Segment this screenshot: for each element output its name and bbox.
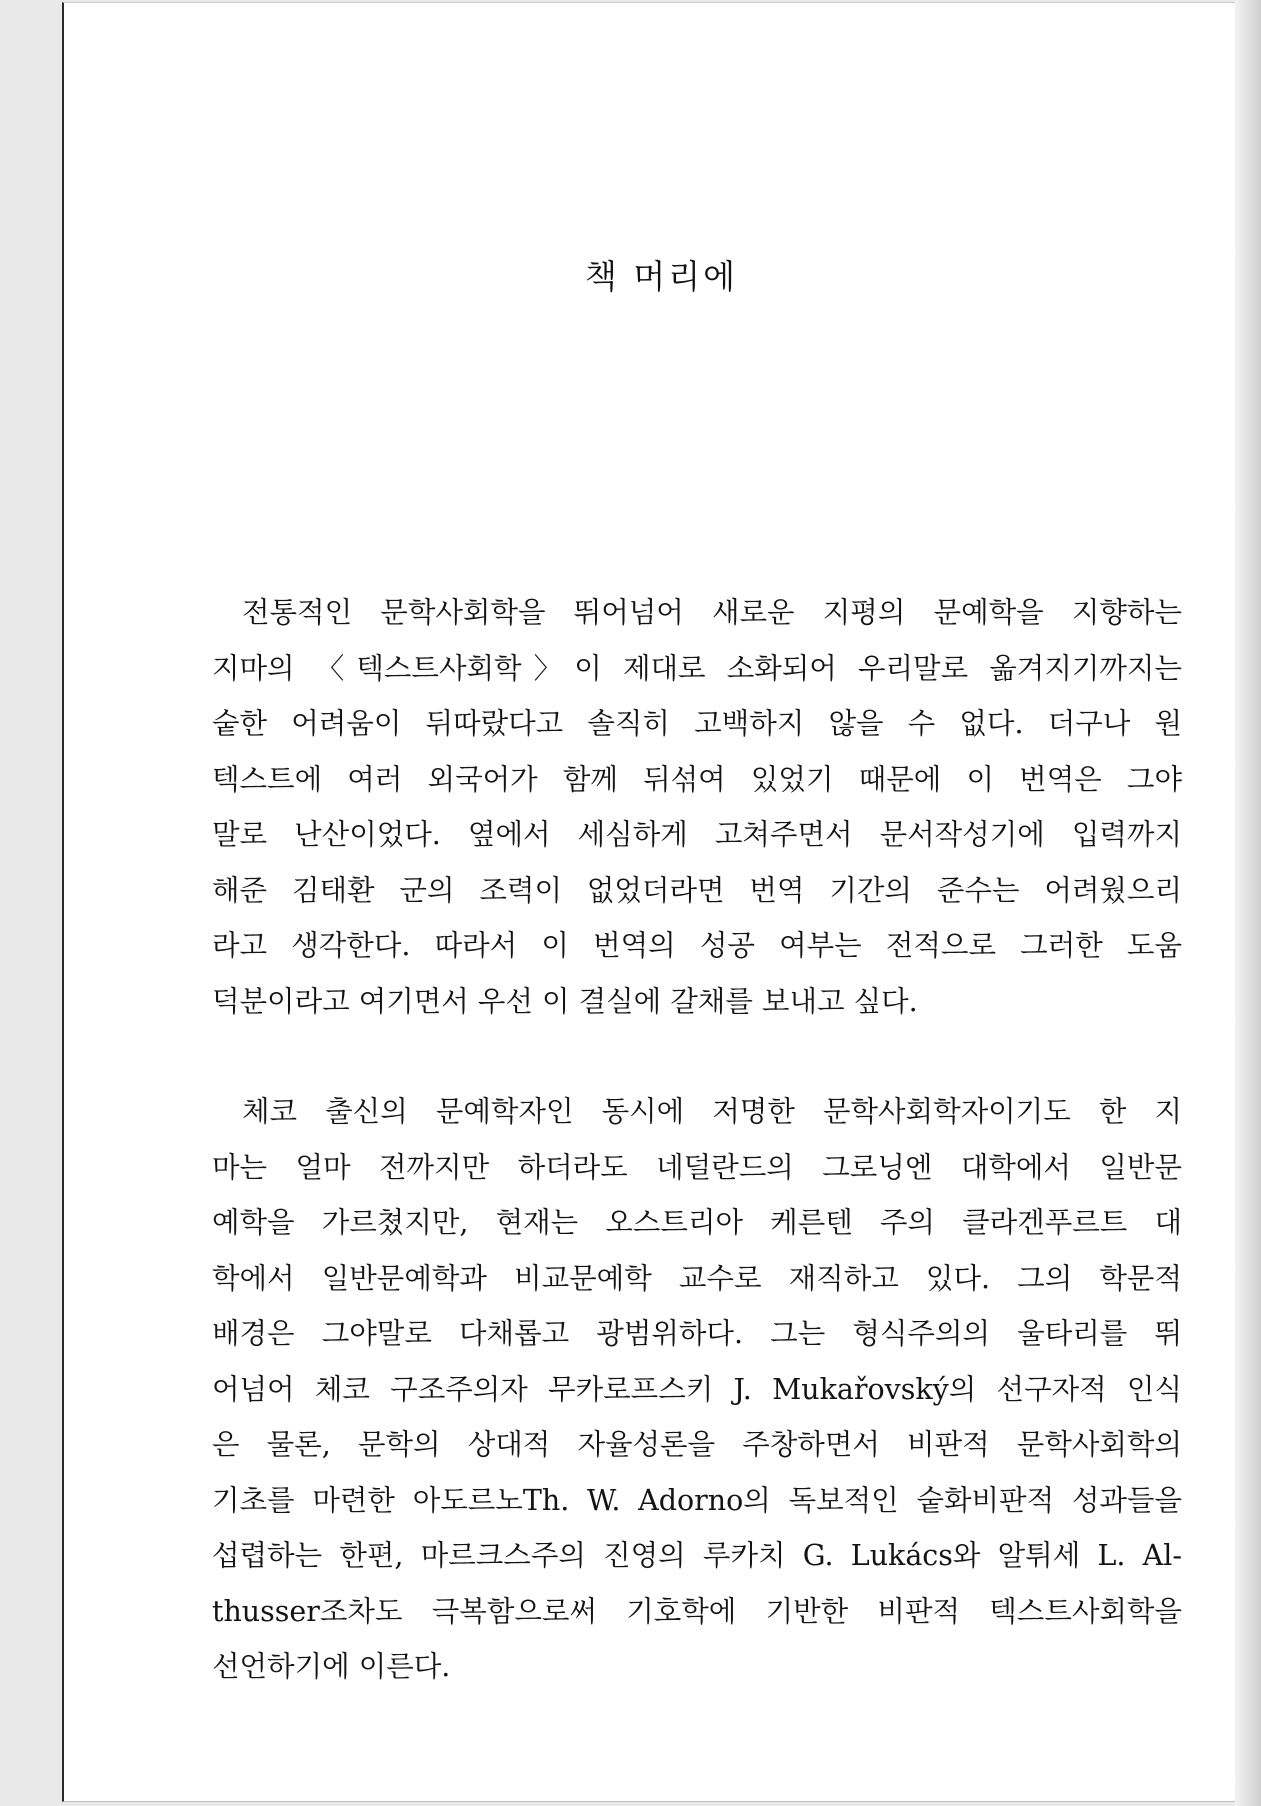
text-line: 숱한 어려움이 뒤따랐다고 솔직히 고백하지 않을 수 없다. 더구나 원 (212, 707, 1182, 740)
text-line: 라고 생각한다. 따라서 이 번역의 성공 여부는 전적으로 그러한 도움 (212, 929, 1182, 962)
text-line: 은 물론, 문학의 상대적 자율성론을 주창하면서 비판적 문학사회학의 (212, 1428, 1182, 1461)
text-line: 체코 출신의 문예학자인 동시에 저명한 문학사회학자이기도 한 지 (242, 1095, 1182, 1128)
page-edge-shadow (1235, 0, 1261, 1806)
text-line: 해준 김태환 군의 조력이 없었더라면 번역 기간의 준수는 어려웠으리 (212, 873, 1182, 907)
text-line: 마는 얼마 전까지만 하더라도 네덜란드의 그로닝엔 대학에서 일반문 (212, 1150, 1182, 1184)
text-line: thusser조차도 극복함으로써 기호학에 기반한 비판적 텍스트사회학을 (212, 1594, 1182, 1628)
text-line: 텍스트에 여러 외국어가 함께 뒤섞여 있었기 때문에 이 번역은 그야 (212, 762, 1182, 796)
text-line: 선언하기에 이른다. (212, 1650, 451, 1683)
paragraph-gap (212, 1029, 1182, 1084)
book-page (62, 2, 1257, 1802)
text-line: 지마의 〈텍스트사회학〉이 제대로 소화되어 우리말로 옮겨지기까지는 (212, 651, 1182, 685)
paragraph-1 (212, 585, 1182, 1029)
text-line: 예학을 가르쳤지만, 현재는 오스트리아 케른텐 주의 클라겐푸르트 대 (212, 1206, 1182, 1239)
text-line: 학에서 일반문예학과 비교문예학 교수로 재직하고 있다. 그의 학문적 (212, 1261, 1182, 1295)
text-line: 말로 난산이었다. 옆에서 세심하게 고쳐주면서 문서작성기에 입력까지 (212, 818, 1182, 851)
text-line: 섭렵하는 한편, 마르크스주의 진영의 루카치 G. Lukács와 알튀세 L. Al- (212, 1539, 1182, 1572)
page-body (212, 585, 1182, 1695)
text-line: 어넘어 체코 구조주의자 무카로프스키 J. Mukařovský의 선구자적 인식 (212, 1372, 1182, 1406)
text-line: 덕분이라고 여기면서 우선 이 결실에 갈채를 보내고 싶다. (212, 984, 918, 1018)
text-line: 기초를 마련한 아도르노Th. W. Adorno의 독보적인 숱화비판적 성과들을 (212, 1483, 1182, 1517)
page-title: 책 머리에 (584, 257, 738, 296)
text-line: 배경은 그야말로 다채롭고 광범위하다. 그는 형식주의의 울타리를 뛰 (212, 1317, 1182, 1350)
paragraph-2 (212, 1084, 1182, 1695)
text-line: 전통적인 문학사회학을 뛰어넘어 새로운 지평의 문예학을 지향하는 (242, 596, 1182, 629)
